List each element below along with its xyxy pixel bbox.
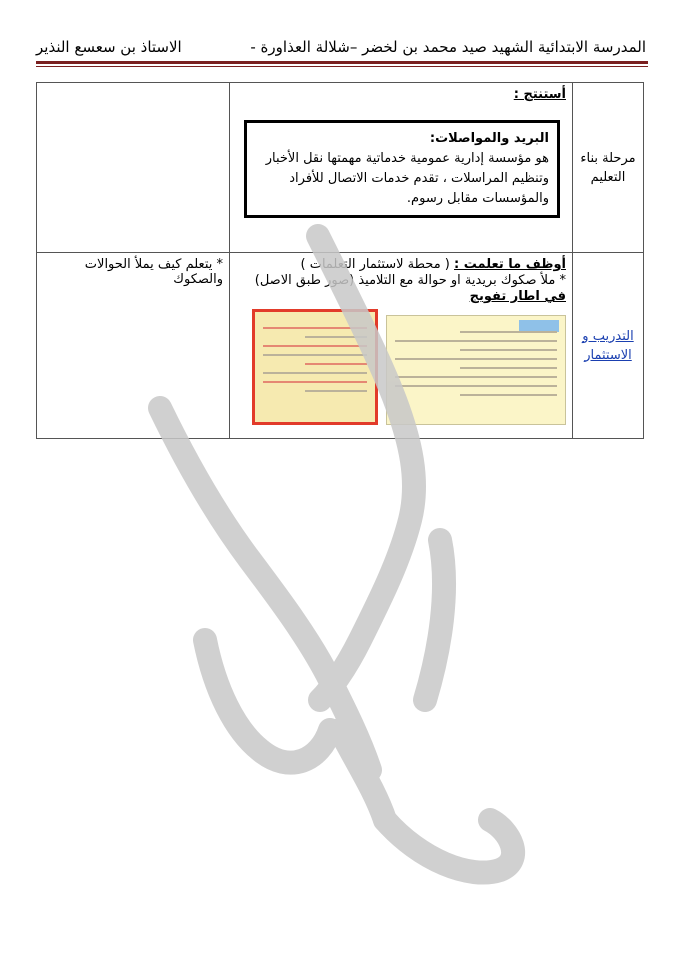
header-rule-thin [36,66,648,67]
stage-cell [573,83,644,253]
apply-line [236,257,566,273]
cheque-image [386,315,566,425]
lesson-table [36,82,644,439]
notes-cell [37,253,230,439]
content-cell [230,83,573,253]
group-work-label: في اطار تفويج [469,289,566,304]
stage-label: مرحلة بناء التعليم [580,150,636,185]
definition-line: والمؤسسات مقابل رسوم. [406,191,549,206]
page-header [36,38,646,60]
money-order-image [252,309,378,425]
table-row-practice [37,253,644,439]
content-cell [230,253,573,439]
stage-cell [573,253,644,439]
table-row-construction [37,83,644,253]
definition-title: البريد والمواصلات: [429,131,549,146]
school-name: المدرسة الابتدائية الشهيد صيد محمد بن لخضر –شلالة العذاورة - [250,38,646,56]
teacher-name: الاستاذ بن سعسع النذير [36,38,182,56]
notes-cell [37,83,230,253]
task-text: * ملأ صكوك بريدية او حوالة مع التلاميذ (صور طبق الاصل) [254,273,566,288]
apply-label: أوظف ما تعلمت : [454,257,566,272]
definition-line: وتنظيم المراسلات ، تقدم خدمات الاتصال للأفراد [289,171,549,186]
definition-box [244,120,560,218]
definition-line: هو مؤسسة إدارية عمومية خدماتية مهمتها نقل الأخبار [265,151,549,166]
header-rule-thick [36,61,648,64]
conclude-label: أستنتج : [513,87,566,102]
forms-image [236,309,566,425]
stage-label: التدريب و الاستثمار [582,328,634,363]
apply-rest: ( محطة لاستثمار التعلمات ) [300,257,455,272]
notes-text: * يتعلم كيف يملأ الحوالات والصكوك [84,257,223,287]
